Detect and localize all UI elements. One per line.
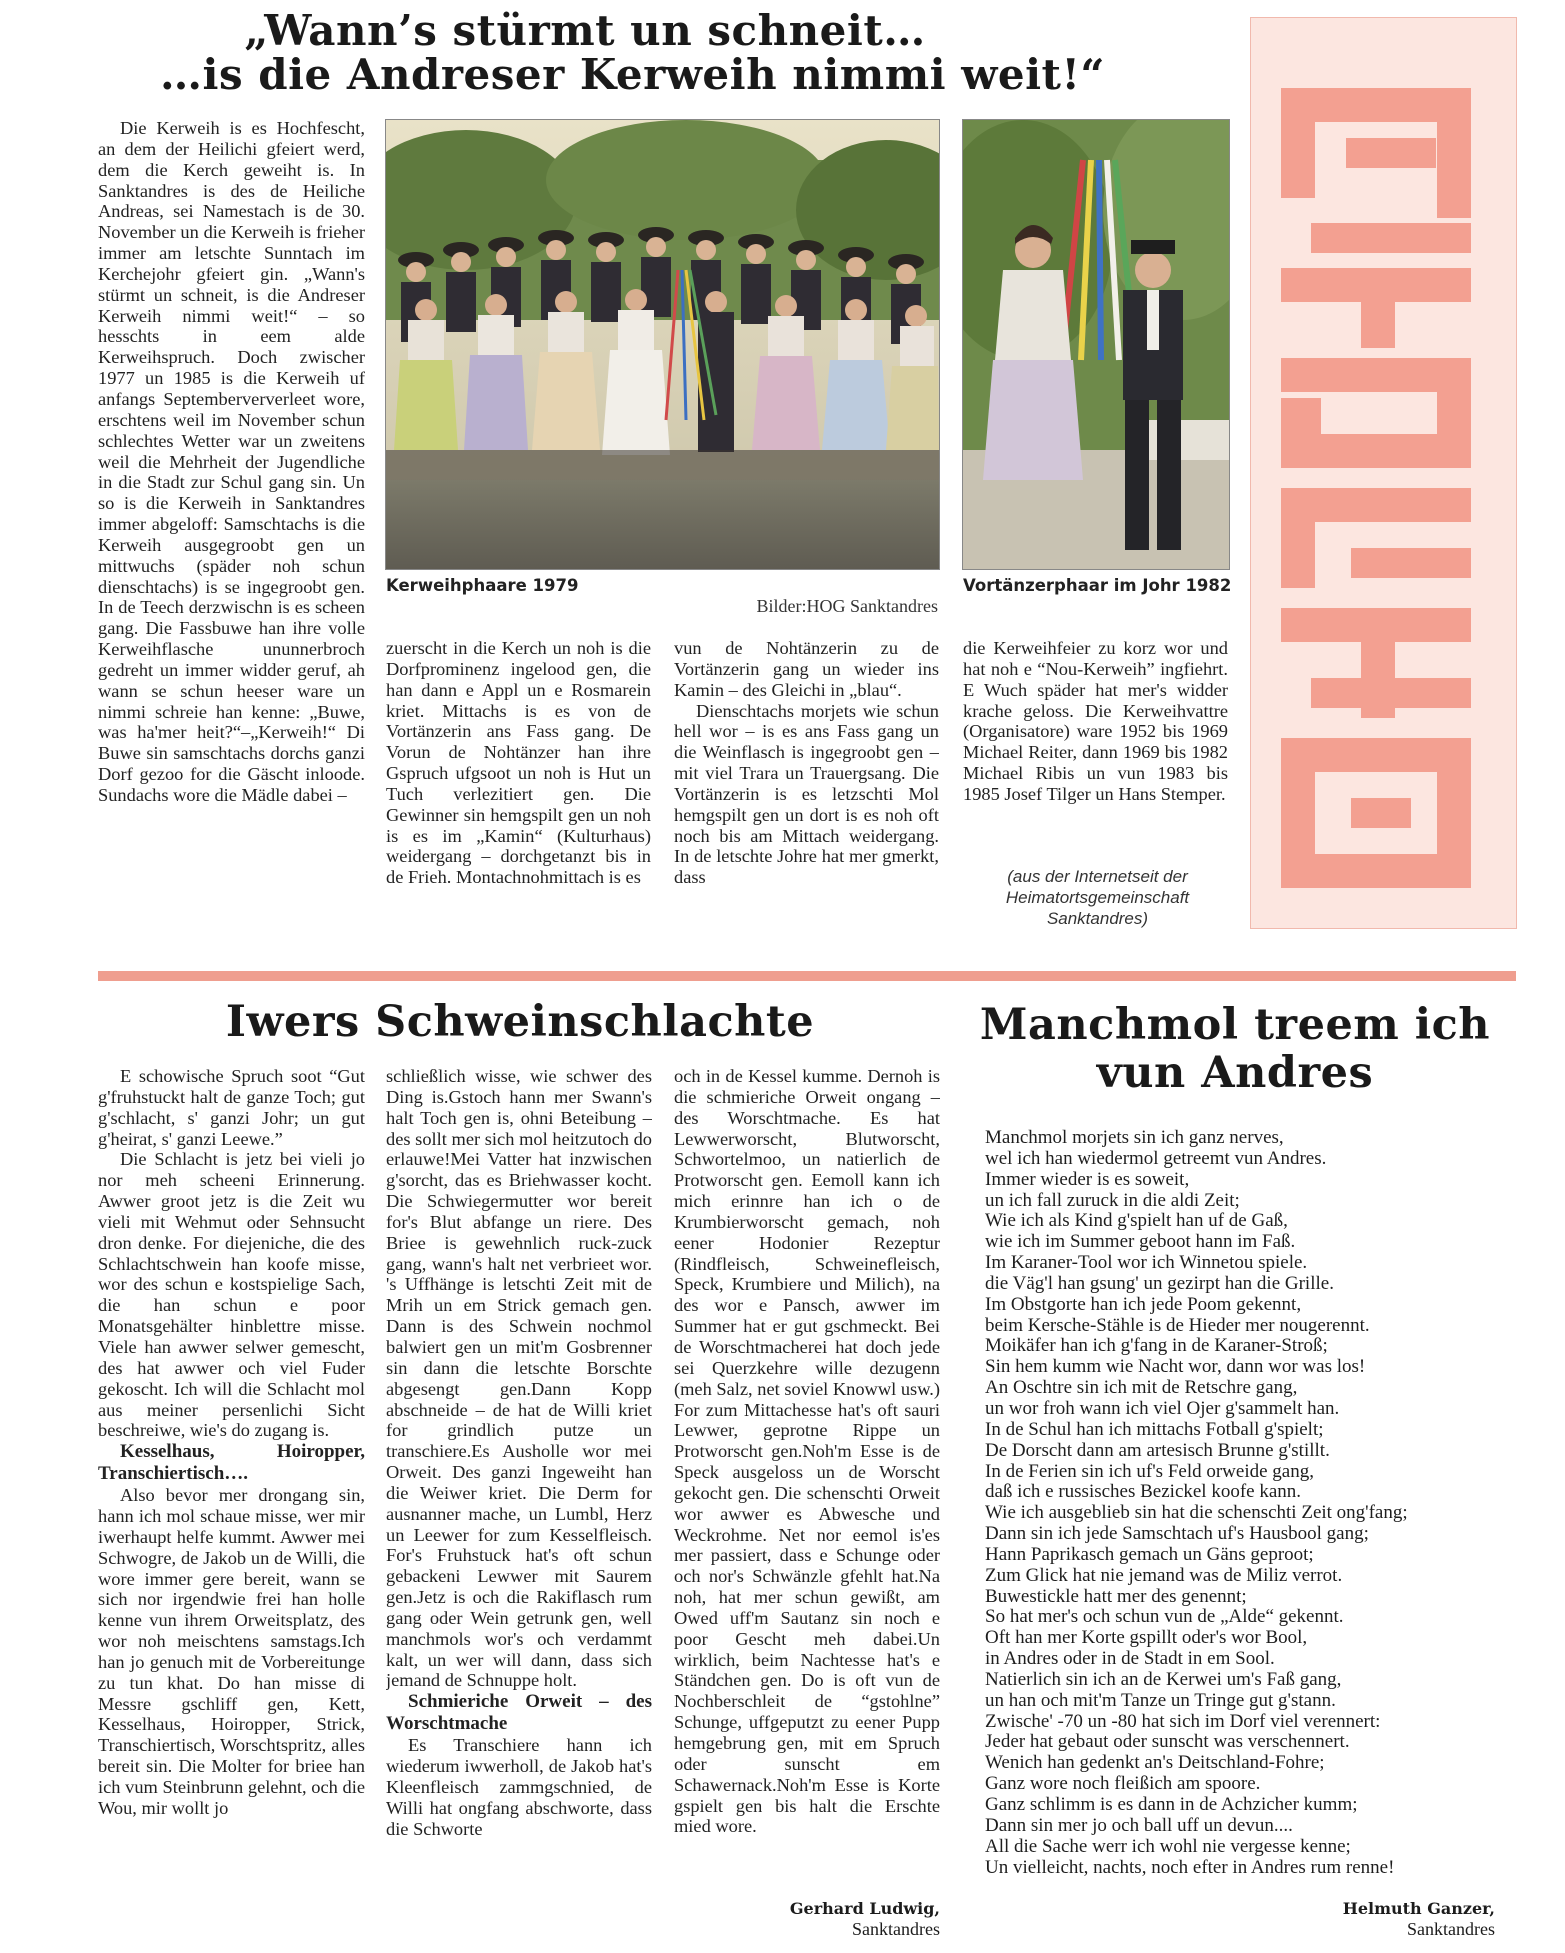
- poem-line: Ganz schlimm is es dann in de Achzicher kumm;: [985, 1794, 1358, 1815]
- kerweih-col3-paragraph-1: vun de Nohtänzerin zu de Vortänzerin gang un wieder ins Kamin – des Gleichi in „blau“.: [674, 638, 939, 700]
- poem-line: Dann sin mer jo och ball uff un devun....: [985, 1814, 1293, 1836]
- kerweih-column-1: [98, 118, 365, 928]
- poem-line: wel ich han wiedermol getreemt vun Andres.: [985, 1147, 1327, 1169]
- schwein-column-1: [98, 1066, 365, 1946]
- andres-poem: [985, 1128, 1505, 1878]
- poem-line: In de Ferien sin ich uf's Feld orweide gang,: [985, 1460, 1314, 1482]
- andres-headline-line1: Manchmol treem ich: [979, 1000, 1491, 1050]
- poem-line: Manchmol morjets sin ich ganz nerves,: [985, 1127, 1284, 1148]
- kerweih-col1-paragraph: Die Kerweih is es Hochfescht, an dem der Heilichi gfeiert werd, dem die Kerch geweiht is. In Sanktandres is des de Heiliche Andreas, sei Namestach is de 30. November un die Kerweih is frieher immer am letschte Sunntach im Kerchejohr gfeiert gin. „Wann's stürmt un schneit, is die Andreser Kerweih nimmi weit!“ – so hesschts in eem alde Kerweihspruch. Doch zwischer 1977 un 1985 is die Kerweih uf anfangs Septemberververleet wore, erschtens weil im November schun schlechtes Wetter war un zweitens weil die Mehrheit der Jugendliche in die Stadt zur Schul gang sin. Un so is die Kerweih in Sanktandres immer abgeloff: Samschtachs is die Kerweih ausgegroobt gen un mittwuchs (späder noh schun dienschtachs) is se ingegroobt gen. In de Teech derzwischn is es scheen gang. Die Fassbuwe han ihre volle Kerweihflasche ununnerbroch gedreht un immer widder geruf, ah wann se schun heeser ware un nimmi schreie han kenne: „Buwe, was ha'mer heit?“–„Kerweih!“ Di Buwe sin samschtachs dorchs ganzi Dorf gezoo for die Gäscht inloode. Sundachs wore die Mädle dabei –: [98, 118, 365, 805]
- poem-line: All die Sache werr ich wohl nie vergesse kenne;: [985, 1835, 1351, 1857]
- kerweih-col4-paragraph: die Kerweihfeier zu korz wor und hat noh e “Nou-Kerweih” ingfiehrt. E Wuch späder hat mer's widder krache geloss. Die Kerweihvattre (Organisatore) ware 1952 bis 1969 Michael Reiter, dann 1969 bis 1982 Michael Ribis un vun 1983 bis 1985 Josef Tilger un Hans Stemper.: [963, 638, 1228, 804]
- poem-line: un wor froh wann ich viel Ojer g'sammelt han.: [985, 1397, 1340, 1419]
- poem-line: An Oschtre sin ich mit de Retschre gang,: [985, 1377, 1298, 1399]
- kerweih-photo2-caption: Vortänzerphaar im Johr 1982: [963, 576, 1232, 595]
- andres-author-name: Helmuth Ganzer,: [1342, 1899, 1495, 1918]
- vortaenzer-couple-photo: [962, 119, 1230, 570]
- schwein-subheading-2: Schmieriche Orweit – des Worschtmache: [386, 1691, 652, 1735]
- poem-line: Oft han mer Korte gspillt oder's wor Bool,: [985, 1627, 1308, 1649]
- schwein-headline: Iwers Schweinschlachte: [225, 997, 815, 1047]
- schwein-col1-paragraph-3: Also bevor mer drongang sin, hann ich mol schaue misse, wer mir iwerhaupt helfe kummt. Awwer mei Schwogre, de Jakob un de Willi, die wore immer gere bereit, wann se sich nor irgendwie frei han holle kenne vun ihrem Orweitsplatz, des wor noh meischtens samstags.Ich han jo genuch mit de Vorbereitunge zu tun khat. Do han misse di Messre gschliff gen, Kett, Kesselhaus, Hoiropper, Strick, Transchiertisch, Worschtspritz, alles bereit sin. Die Molter for briee han ich vum Steinbrunn gelehnt, och die Wou, mir wollt jo: [98, 1485, 365, 1818]
- poem-line: Immer wieder is es soweit,: [985, 1168, 1190, 1190]
- kerweih-headline-line2: …is die Andreser Kerweih nimmi weit!“: [160, 50, 1106, 99]
- section-divider: [98, 971, 1516, 981]
- poem-line: Wenich han gedenkt an's Deitschland-Fohre;: [985, 1752, 1325, 1774]
- poem-line: Zwische' -70 un -80 hat sich im Dorf viel verennert:: [985, 1710, 1381, 1732]
- schwein-column-2: [386, 1066, 652, 1946]
- poem-line: beim Kersche-Stähle is de Hieder mer nougerennt.: [985, 1314, 1370, 1336]
- schwein-column-3: [674, 1066, 940, 1896]
- kerweih-group-photo-image: [386, 120, 939, 569]
- schwein-author-name: Gerhard Ludwig,: [789, 1899, 940, 1918]
- schwein-author: [674, 1898, 940, 1940]
- poem-line: die Väg'l han gsung' un gezirpt han die Grille.: [985, 1272, 1334, 1294]
- kerweih-column-2: [386, 638, 651, 928]
- schwein-col1-paragraph-2: Die Schlacht is jetz bei vieli jo nor meh scheeni Erinnerung. Awwer groot jetz is die Zeit wu vieli mit Wehmut oder Sehnsucht dron denke. For diejeniche, die des Schlachtschwein han koofe misse, wor des schun e kostspielige Sach, die han schun e poor Monatsgehälter hinblettre misse. Viele han awwer selwer gemescht, des hat awwer och viel Fuder gekoscht. Ich will die Schlacht mol aus meiner persenlichi Sicht beschreiwe, wie's do zugang is.: [98, 1149, 365, 1441]
- poem-line: So hat mer's och schun vun de „Alde“ gekennt.: [985, 1606, 1344, 1628]
- vortaenzer-couple-photo-image: [963, 120, 1229, 569]
- poem-line: wie ich im Summer geboot hann im Faß.: [985, 1231, 1296, 1253]
- kerweih-photo1-caption: Kerweihphaare 1979: [386, 576, 579, 595]
- poem-line: Sin hem kumm wie Nacht wor, dann wor was los!: [985, 1356, 1366, 1378]
- poem-line: Un vielleicht, nachts, noch efter in Andres rum renne!: [985, 1856, 1395, 1878]
- poem-line: Buwestickle hatt mer des genennt;: [985, 1585, 1247, 1607]
- kerweih-photo-credit: Bilder:HOG Sanktandres: [756, 596, 938, 616]
- poem-line: in Andres oder in de Stadt in em Sool.: [985, 1648, 1275, 1670]
- schwein-col3-paragraph: och in de Kessel kumme. Dernoh is die schmieriche Orweit ongang – des Worschtmache. Es hat Lewwerworscht, Blutworscht, Schwortelmoo, un natierlich de Protworscht gen. Eemoll kann ich mich erinnre han ich o de Krumbierworscht gemach, noh eener Hodonier Rezeptur (Rindfleisch, Schweinefleisch, Speck, Krumbiere und Milich), na des wor e Pansch, awwer im Summer hat er gut gschmeckt. Bei de Worschtmacherei hat doch jede sei Querzkehre wille dezugenn (meh Salz, net soviel Knowwl usw.) For zum Mittachesse hat's oft sauri Lewwer, geprotne Rippe un Protworscht gen.Noh'm Esse is de Speck ausgeloss un de Worscht gekocht gen. Die schenschti Orweit wor awwer es Abwesche und Weckrohme. Net nor eemol is'es mer passiert, dass e Schunge oder och nor's Schwänzle gfehlt hat.Na noh, hat mer schun gewißt, am Owed uff'm Sautanz sin noch e poor Gescht meh dabei.Un wirklich, beim Nachtesse hat's e Ständchen gen. Do is oft vun de Nochberschleit de “gstohlne” Schunge, uffgeputzt zu eener Pupp hemgebrung gen, mit em Spruch oder sunscht em Schawernack.Noh'm Esse is Korte gspielt gen bis halt die Erschte mied wore.: [674, 1066, 940, 1837]
- poem-line: Im Karaner-Tool wor ich Winnetou spiele.: [985, 1252, 1308, 1274]
- poem-line: Jeder hat gebaut oder sunscht was verschennert.: [985, 1731, 1350, 1753]
- kerweih-col2-paragraph: zuerscht in die Kerch un noh is die Dorfprominenz ingelood gen, die han dann e Appl un e Rosmarein kriet. Mittachs is es von de Vortänzerin ans Fass gang. De Vorun de Nohtänzer han ihre Gspruch ufgsoot un noh is Hut un Tuch verlezitiert gen. Die Gewinner sin hemgspilt gen un noh is es im „Kamin“ (Kulturhaus) weidergang – dorchgetanzt bis in de Frieh. Montachnohmittach is es: [386, 638, 651, 888]
- kerweih-source-note: (aus der Internetseit der Heimatortsgemeinschaft Sanktandres): [1005, 867, 1190, 928]
- poem-line: In de Schul han ich mittachs Fotball g'spielt;: [985, 1418, 1324, 1440]
- side-banner-lettering: [1251, 18, 1516, 928]
- poem-line: un han och mit'm Tanze un Tringe gut g'stann.: [985, 1689, 1336, 1711]
- poem-line: Hann Paprikasch gemach un Gäns geproot;: [985, 1543, 1314, 1565]
- andres-author-place: Sanktandres: [1407, 1919, 1495, 1939]
- poem-line: Wie ich als Kind g'spielt han uf de Gaß,: [985, 1210, 1288, 1232]
- poem-line: un ich fall zuruck in die aldi Zeit;: [985, 1189, 1240, 1211]
- schwein-subheading-1: Kesselhaus, Hoiropper, Transchiertisch….: [98, 1441, 365, 1485]
- side-banner: [1250, 17, 1517, 929]
- poem-line: Wie ich ausgeblieb sin hat die schenschti Zeit ong'fang;: [985, 1502, 1408, 1524]
- kerweih-col3-paragraph-2: Dienschtachs morjets wie schun hell wor – is es ans Fass gang un die Weinflasch is ingegroobt gen – mit viel Trara un Trauergsang. Die Vortänzerin is es letzschti Mol hemgspilt gen un dort is es noh oft noch bis am Mittach weidergang. In de letschte Johre hat mer gmerkt, dass: [674, 700, 939, 888]
- schwein-col2-paragraph-1: schließlich wisse, wie schwer des Ding is.Gstoch hann mer Swann's halt Toch gen is, ohni Beteibung – des sollt mer sich mol heitzutoch do erlauwe!Mei Vatter hat inzwischen g'sorcht, das es Briehwasser kocht. Die Schwiegermutter wor bereit for's Blut abfange un riere. Des Briee is gewehnlich ruck-zuck gang, wann's halt net verbrieet wor. 's Uffhänge is letschti Zeit mit de Mrih un em Strick gemach gen. Dann is des Schwein nochmol balwiert gen un mit'm Gosbrenner sin dann die letschte Borschte abgesengt gen.Dann Kopp abschneide – de hat de Willi kriet for grindlich putze un transchiere.Es Ausholle wor mei Orweit. Des ganzi Ingeweiht han die Weiwer kriet. Die Derm for ausnanner mache, un Lumbl, Herz un Leewer for zum Kesselfleisch. For's Fruhstuck hat's oft schun gebackeni Lewwer mit Saurem gen.Jetz is och die Rakiflasch rum gang oder Wein getrunk gen, well manchmols wor's och verdammt kalt, un wer will dann, dass sich jemand de Schnuppe holt.: [386, 1066, 652, 1691]
- schwein-col2-paragraph-2: Es Transchiere hann ich wiederum iwwerholl, de Jakob hat's Kleenfleisch zammgschnied, de Willi hat ongfang abschworte, dass die Schworte: [386, 1735, 652, 1839]
- poem-line: Dann sin ich jede Samschtach uf's Hausbool gang;: [985, 1523, 1369, 1545]
- schwein-col1-paragraph-1: E schowische Spruch soot “Gut g'fruhstuckt halt de ganze Toch; gut g'schlacht, s' ganzi Johr; un gut g'heirat, s' ganzi Leewe.”: [98, 1066, 365, 1149]
- poem-line: Ganz wore noch fleißich am spoore.: [985, 1773, 1261, 1795]
- poem-line: Zum Glick hat nie jemand was de Miliz verrot.: [985, 1564, 1343, 1586]
- poem-line: Natierlich sin ich an de Kerwei um's Faß gang,: [985, 1668, 1342, 1690]
- kerweih-column-4: [963, 638, 1228, 858]
- poem-line: De Dorscht dann am artesisch Brunne g'stillt.: [985, 1439, 1330, 1461]
- andres-headline-line2: vun Andres: [1096, 1048, 1374, 1098]
- kerweih-headline-line1: „Wann’s stürmt un schneit…: [244, 6, 926, 55]
- poem-line: Im Obstgorte han ich jede Poom gekennt,: [985, 1293, 1302, 1315]
- poem-line: Moikäfer han ich g'fang in de Karaner-Stroß;: [985, 1335, 1328, 1357]
- poem-line: daß ich e russisches Bezickel koofe kann.: [985, 1481, 1302, 1503]
- schwein-author-place: Sanktandres: [852, 1919, 940, 1939]
- kerweih-group-photo: [385, 119, 940, 570]
- andres-author: [1150, 1898, 1495, 1940]
- kerweih-column-3: [674, 638, 939, 928]
